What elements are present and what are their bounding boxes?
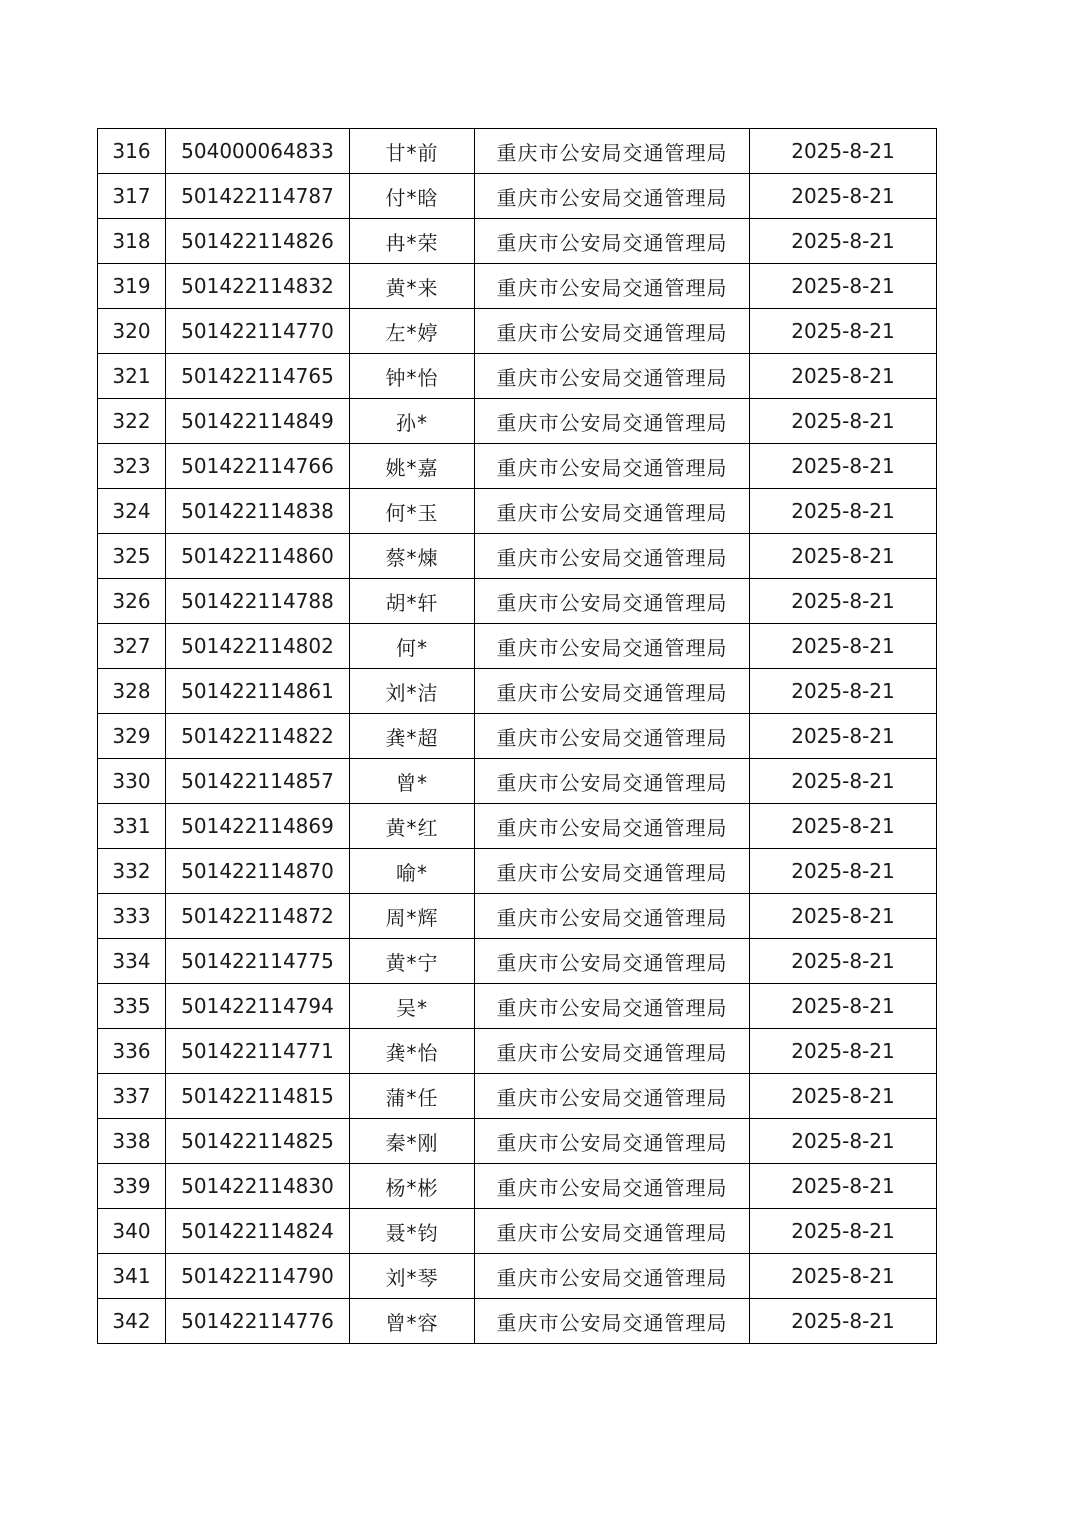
row-number-cell: 324	[98, 489, 166, 534]
person-name-cell: 曾*容	[350, 1299, 475, 1344]
table-row	[98, 984, 937, 1029]
row-number-cell: 325	[98, 534, 166, 579]
person-name-cell: 杨*彬	[350, 1164, 475, 1209]
row-number-cell: 332	[98, 849, 166, 894]
date-cell: 2025-8-21	[750, 264, 937, 309]
row-number-cell: 328	[98, 669, 166, 714]
table-row	[98, 489, 937, 534]
person-name-cell: 吴*	[350, 984, 475, 1029]
row-number-cell: 327	[98, 624, 166, 669]
row-number-cell: 318	[98, 219, 166, 264]
issuing-authority-cell: 重庆市公安局交通管理局	[475, 579, 750, 624]
table-row	[98, 534, 937, 579]
records-table-body	[98, 129, 937, 1344]
table-row	[98, 264, 937, 309]
row-number-cell: 340	[98, 1209, 166, 1254]
issuing-authority-cell: 重庆市公安局交通管理局	[475, 894, 750, 939]
date-cell: 2025-8-21	[750, 129, 937, 174]
date-cell: 2025-8-21	[750, 444, 937, 489]
table-row	[98, 1209, 937, 1254]
person-name-cell: 胡*轩	[350, 579, 475, 624]
person-name-cell: 何*玉	[350, 489, 475, 534]
table-row	[98, 1299, 937, 1344]
table-row	[98, 219, 937, 264]
row-number-cell: 320	[98, 309, 166, 354]
person-name-cell: 左*婷	[350, 309, 475, 354]
date-cell: 2025-8-21	[750, 1254, 937, 1299]
row-number-cell: 335	[98, 984, 166, 1029]
person-name-cell: 黄*来	[350, 264, 475, 309]
date-cell: 2025-8-21	[750, 804, 937, 849]
table-row	[98, 174, 937, 219]
row-number-cell: 342	[98, 1299, 166, 1344]
record-id-cell: 501422114857	[166, 759, 350, 804]
table-row	[98, 129, 937, 174]
person-name-cell: 周*辉	[350, 894, 475, 939]
record-id-cell: 501422114861	[166, 669, 350, 714]
row-number-cell: 316	[98, 129, 166, 174]
issuing-authority-cell: 重庆市公安局交通管理局	[475, 804, 750, 849]
issuing-authority-cell: 重庆市公安局交通管理局	[475, 1074, 750, 1119]
date-cell: 2025-8-21	[750, 309, 937, 354]
table-row	[98, 1074, 937, 1119]
record-id-cell: 501422114830	[166, 1164, 350, 1209]
issuing-authority-cell: 重庆市公安局交通管理局	[475, 354, 750, 399]
table-row	[98, 309, 937, 354]
record-id-cell: 501422114776	[166, 1299, 350, 1344]
row-number-cell: 323	[98, 444, 166, 489]
date-cell: 2025-8-21	[750, 354, 937, 399]
table-row	[98, 804, 937, 849]
person-name-cell: 秦*刚	[350, 1119, 475, 1164]
issuing-authority-cell: 重庆市公安局交通管理局	[475, 174, 750, 219]
record-id-cell: 501422114869	[166, 804, 350, 849]
person-name-cell: 甘*前	[350, 129, 475, 174]
person-name-cell: 聂*钧	[350, 1209, 475, 1254]
table-row	[98, 849, 937, 894]
record-id-cell: 501422114838	[166, 489, 350, 534]
date-cell: 2025-8-21	[750, 939, 937, 984]
table-row	[98, 669, 937, 714]
issuing-authority-cell: 重庆市公安局交通管理局	[475, 849, 750, 894]
date-cell: 2025-8-21	[750, 759, 937, 804]
row-number-cell: 321	[98, 354, 166, 399]
issuing-authority-cell: 重庆市公安局交通管理局	[475, 669, 750, 714]
person-name-cell: 刘*洁	[350, 669, 475, 714]
table-row	[98, 714, 937, 759]
date-cell: 2025-8-21	[750, 174, 937, 219]
row-number-cell: 322	[98, 399, 166, 444]
record-id-cell: 501422114860	[166, 534, 350, 579]
record-id-cell: 501422114790	[166, 1254, 350, 1299]
table-row	[98, 1254, 937, 1299]
person-name-cell: 钟*怡	[350, 354, 475, 399]
issuing-authority-cell: 重庆市公安局交通管理局	[475, 1164, 750, 1209]
person-name-cell: 曾*	[350, 759, 475, 804]
record-id-cell: 501422114872	[166, 894, 350, 939]
date-cell: 2025-8-21	[750, 669, 937, 714]
date-cell: 2025-8-21	[750, 1164, 937, 1209]
row-number-cell: 334	[98, 939, 166, 984]
date-cell: 2025-8-21	[750, 1119, 937, 1164]
record-id-cell: 501422114771	[166, 1029, 350, 1074]
table-row	[98, 939, 937, 984]
record-id-cell: 501422114787	[166, 174, 350, 219]
record-id-cell: 501422114826	[166, 219, 350, 264]
person-name-cell: 蔡*煉	[350, 534, 475, 579]
issuing-authority-cell: 重庆市公安局交通管理局	[475, 309, 750, 354]
issuing-authority-cell: 重庆市公安局交通管理局	[475, 1119, 750, 1164]
date-cell: 2025-8-21	[750, 894, 937, 939]
issuing-authority-cell: 重庆市公安局交通管理局	[475, 624, 750, 669]
issuing-authority-cell: 重庆市公安局交通管理局	[475, 444, 750, 489]
issuing-authority-cell: 重庆市公安局交通管理局	[475, 939, 750, 984]
issuing-authority-cell: 重庆市公安局交通管理局	[475, 1209, 750, 1254]
person-name-cell: 龚*超	[350, 714, 475, 759]
record-id-cell: 501422114849	[166, 399, 350, 444]
date-cell: 2025-8-21	[750, 1074, 937, 1119]
record-id-cell: 501422114788	[166, 579, 350, 624]
person-name-cell: 黄*宁	[350, 939, 475, 984]
row-number-cell: 336	[98, 1029, 166, 1074]
record-id-cell: 501422114832	[166, 264, 350, 309]
table-row	[98, 579, 937, 624]
issuing-authority-cell: 重庆市公安局交通管理局	[475, 759, 750, 804]
record-id-cell: 501422114766	[166, 444, 350, 489]
person-name-cell: 黄*红	[350, 804, 475, 849]
table-row	[98, 1029, 937, 1074]
issuing-authority-cell: 重庆市公安局交通管理局	[475, 1299, 750, 1344]
person-name-cell: 刘*琴	[350, 1254, 475, 1299]
issuing-authority-cell: 重庆市公安局交通管理局	[475, 264, 750, 309]
row-number-cell: 337	[98, 1074, 166, 1119]
row-number-cell: 319	[98, 264, 166, 309]
row-number-cell: 329	[98, 714, 166, 759]
date-cell: 2025-8-21	[750, 984, 937, 1029]
issuing-authority-cell: 重庆市公安局交通管理局	[475, 714, 750, 759]
row-number-cell: 339	[98, 1164, 166, 1209]
table-row	[98, 1164, 937, 1209]
record-id-cell: 501422114802	[166, 624, 350, 669]
record-id-cell: 501422114825	[166, 1119, 350, 1164]
record-id-cell: 501422114765	[166, 354, 350, 399]
date-cell: 2025-8-21	[750, 579, 937, 624]
record-id-cell: 501422114870	[166, 849, 350, 894]
date-cell: 2025-8-21	[750, 1209, 937, 1254]
record-id-cell: 504000064833	[166, 129, 350, 174]
person-name-cell: 何*	[350, 624, 475, 669]
row-number-cell: 338	[98, 1119, 166, 1164]
issuing-authority-cell: 重庆市公安局交通管理局	[475, 1254, 750, 1299]
issuing-authority-cell: 重庆市公安局交通管理局	[475, 399, 750, 444]
record-id-cell: 501422114775	[166, 939, 350, 984]
row-number-cell: 341	[98, 1254, 166, 1299]
row-number-cell: 331	[98, 804, 166, 849]
issuing-authority-cell: 重庆市公安局交通管理局	[475, 219, 750, 264]
date-cell: 2025-8-21	[750, 1299, 937, 1344]
record-id-cell: 501422114824	[166, 1209, 350, 1254]
table-row	[98, 624, 937, 669]
table-row	[98, 444, 937, 489]
date-cell: 2025-8-21	[750, 1029, 937, 1074]
person-name-cell: 喻*	[350, 849, 475, 894]
record-id-cell: 501422114815	[166, 1074, 350, 1119]
issuing-authority-cell: 重庆市公安局交通管理局	[475, 534, 750, 579]
date-cell: 2025-8-21	[750, 489, 937, 534]
row-number-cell: 317	[98, 174, 166, 219]
person-name-cell: 龚*怡	[350, 1029, 475, 1074]
date-cell: 2025-8-21	[750, 714, 937, 759]
date-cell: 2025-8-21	[750, 624, 937, 669]
person-name-cell: 孙*	[350, 399, 475, 444]
records-table	[97, 128, 937, 1344]
record-id-cell: 501422114794	[166, 984, 350, 1029]
row-number-cell: 326	[98, 579, 166, 624]
date-cell: 2025-8-21	[750, 849, 937, 894]
row-number-cell: 330	[98, 759, 166, 804]
table-row	[98, 759, 937, 804]
date-cell: 2025-8-21	[750, 219, 937, 264]
record-id-cell: 501422114770	[166, 309, 350, 354]
table-row	[98, 354, 937, 399]
issuing-authority-cell: 重庆市公安局交通管理局	[475, 489, 750, 534]
person-name-cell: 付*晗	[350, 174, 475, 219]
person-name-cell: 姚*嘉	[350, 444, 475, 489]
table-row	[98, 399, 937, 444]
date-cell: 2025-8-21	[750, 399, 937, 444]
date-cell: 2025-8-21	[750, 534, 937, 579]
row-number-cell: 333	[98, 894, 166, 939]
issuing-authority-cell: 重庆市公安局交通管理局	[475, 129, 750, 174]
issuing-authority-cell: 重庆市公安局交通管理局	[475, 984, 750, 1029]
table-row	[98, 894, 937, 939]
issuing-authority-cell: 重庆市公安局交通管理局	[475, 1029, 750, 1074]
record-id-cell: 501422114822	[166, 714, 350, 759]
person-name-cell: 冉*荣	[350, 219, 475, 264]
table-row	[98, 1119, 937, 1164]
person-name-cell: 蒲*任	[350, 1074, 475, 1119]
